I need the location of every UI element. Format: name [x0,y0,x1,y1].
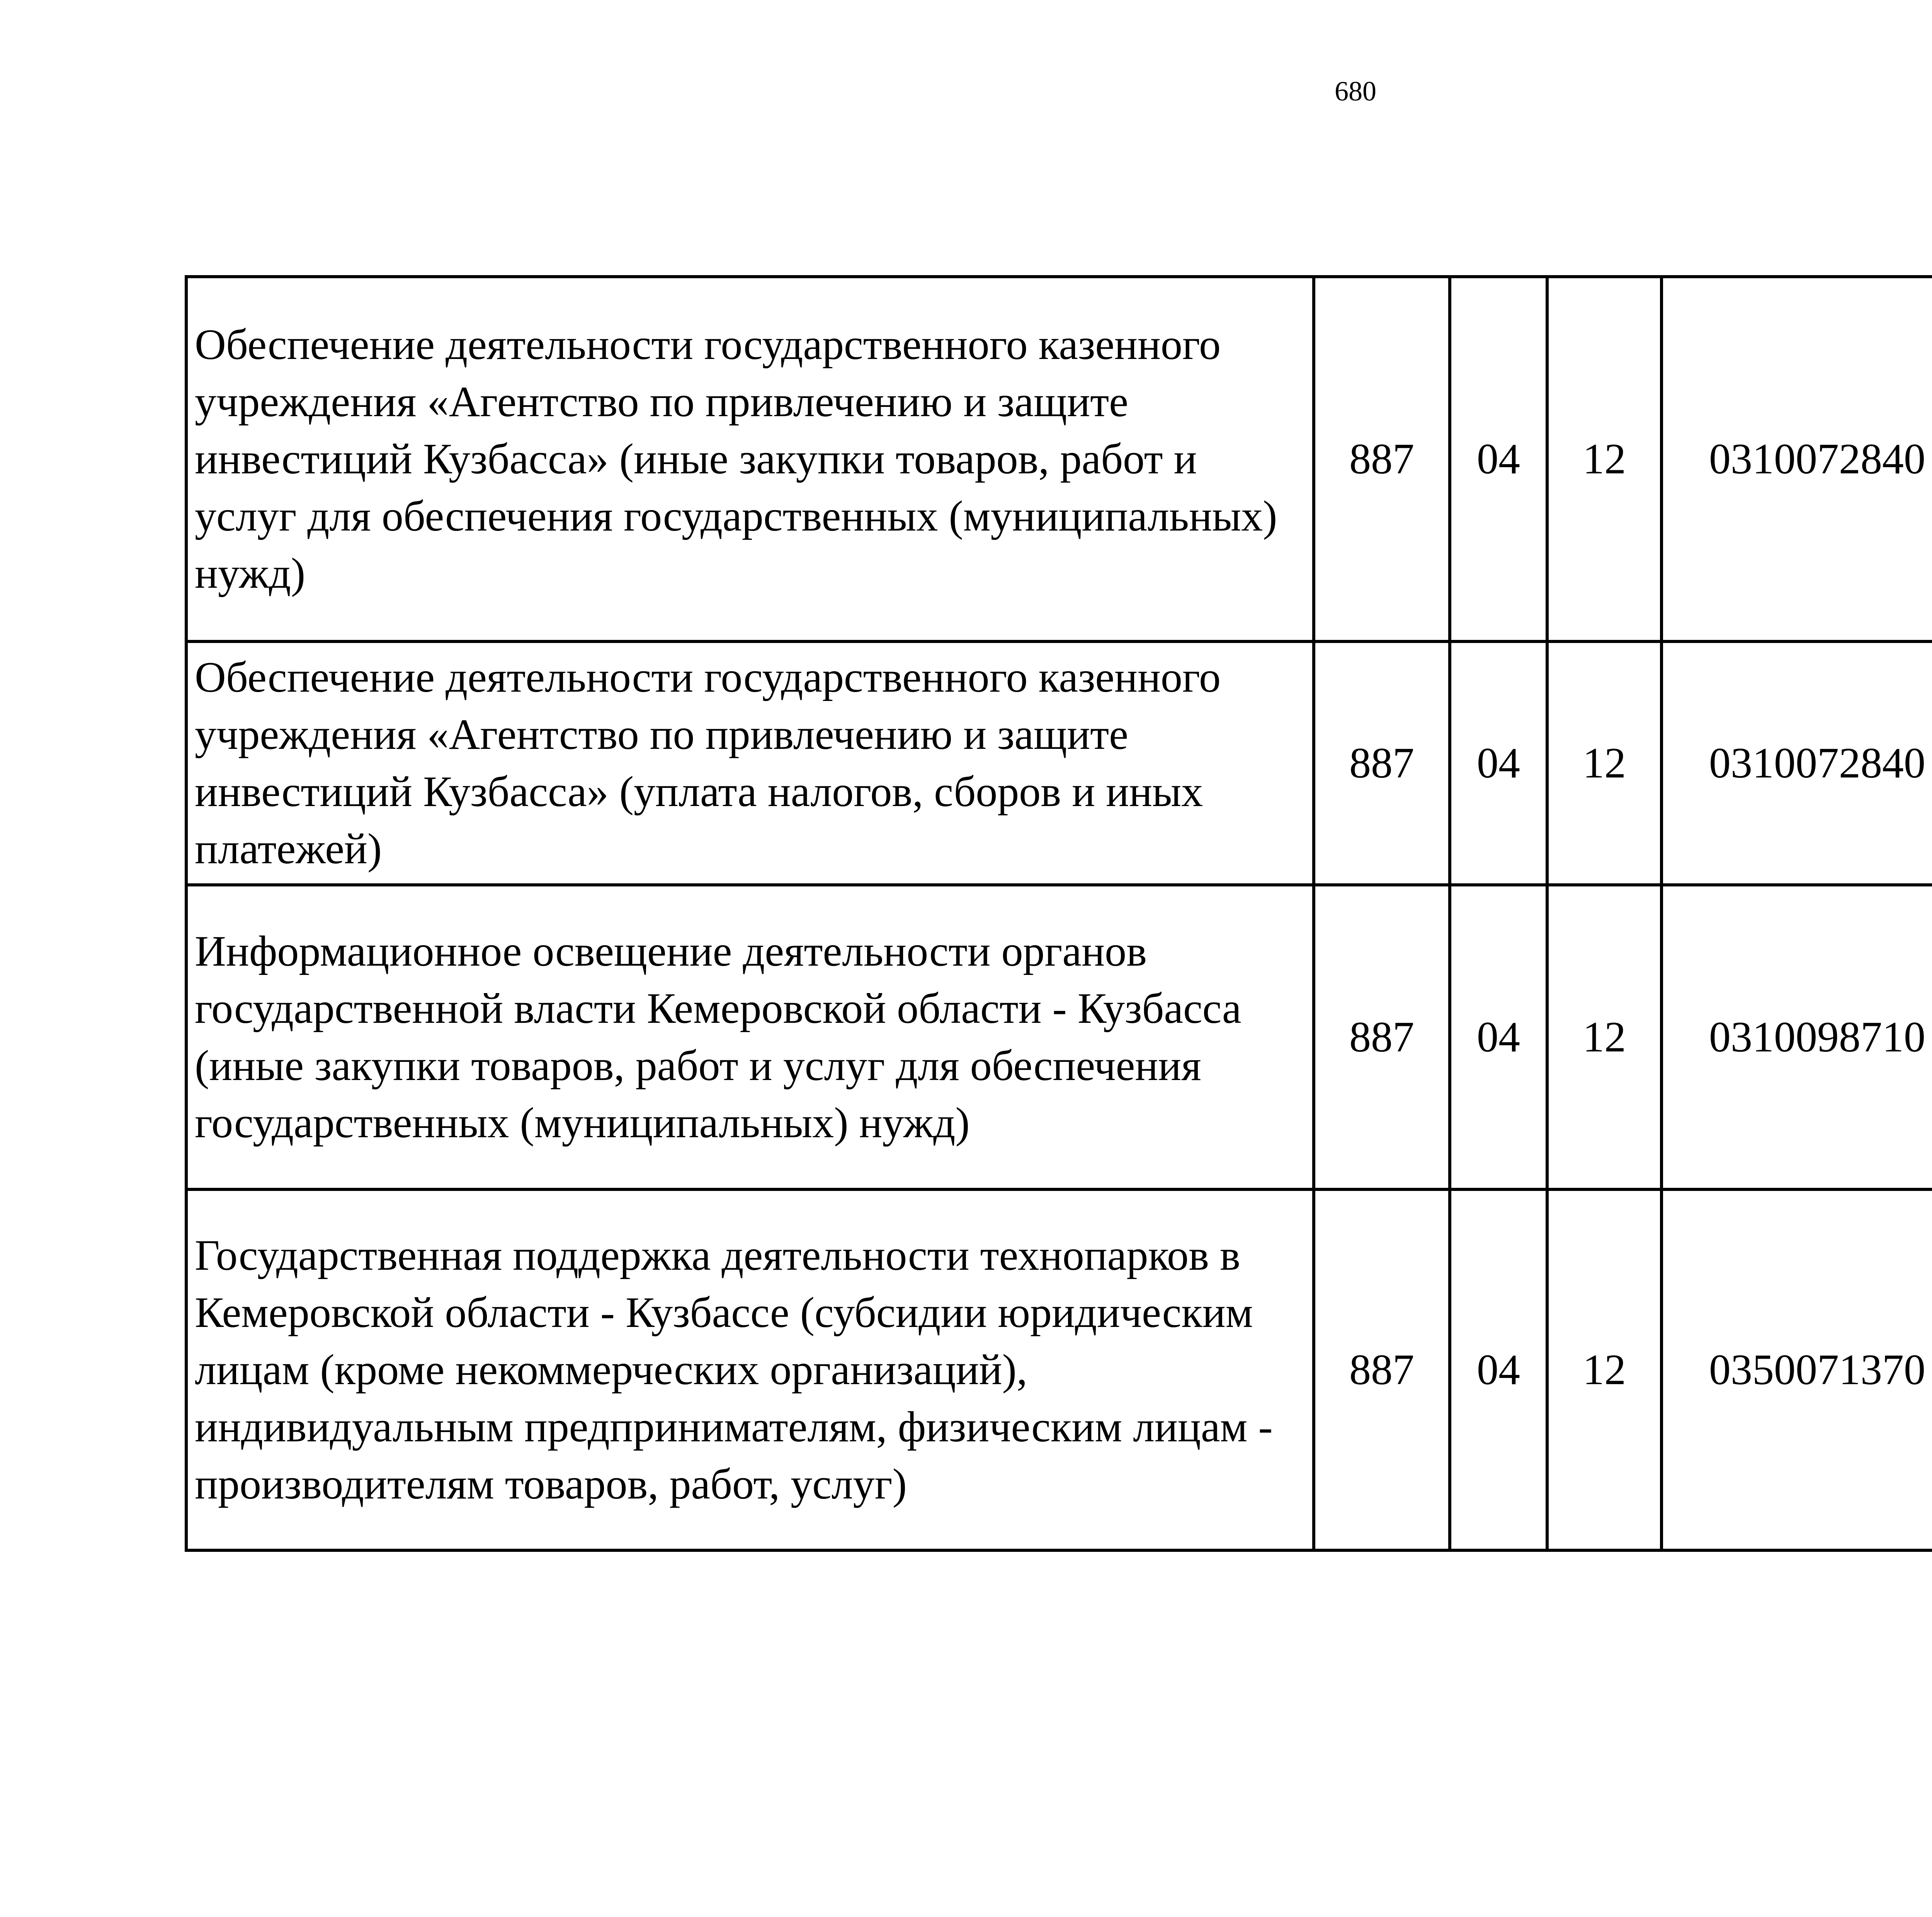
table-row [186,1189,1932,1550]
table-row [186,277,1932,641]
target-item-code: 0310072840 [1662,641,1932,885]
table-row [186,641,1932,885]
ministry-code: 887 [1314,1189,1450,1550]
ministry-code: 887 [1314,277,1450,641]
section-code: 04 [1450,641,1547,885]
budget-table [185,275,1932,1552]
target-item-code: 0350071370 [1662,1189,1932,1550]
subsection-code: 12 [1547,885,1662,1189]
section-code: 04 [1450,1189,1547,1550]
target-item-code: 0310072840 [1662,277,1932,641]
ministry-code: 887 [1314,641,1450,885]
row-description: Обеспечение деятельности государственного казенного учреждения «Агентство по привлечению и защите инвестиций Кузбасса» (иные закупки товаров, работ и услуг для обеспечения государственных (муниципальных) нужд) [186,277,1314,641]
subsection-code: 12 [1547,277,1662,641]
row-description: Государственная поддержка деятельности технопарков в Кемеровской области - Кузбассе (субсидии юридическим лицам (кроме некоммерческих организаций), индивидуальным предпринимателям, физическим лицам - производителям товаров, работ, услуг) [186,1189,1314,1550]
row-description: Информационное освещение деятельности органов государственной власти Кемеровской области - Кузбасса (иные закупки товаров, работ и услуг для обеспечения государственных (муниципальных) нужд) [186,885,1314,1189]
row-description: Обеспечение деятельности государственного казенного учреждения «Агентство по привлечению и защите инвестиций Кузбасса» (уплата налогов, сборов и иных платежей) [186,641,1314,885]
subsection-code: 12 [1547,1189,1662,1550]
target-item-code: 0310098710 [1662,885,1932,1189]
table-row [186,885,1932,1189]
section-code: 04 [1450,277,1547,641]
page-number: 680 [1335,76,1376,107]
subsection-code: 12 [1547,641,1662,885]
ministry-code: 887 [1314,885,1450,1189]
section-code: 04 [1450,885,1547,1189]
